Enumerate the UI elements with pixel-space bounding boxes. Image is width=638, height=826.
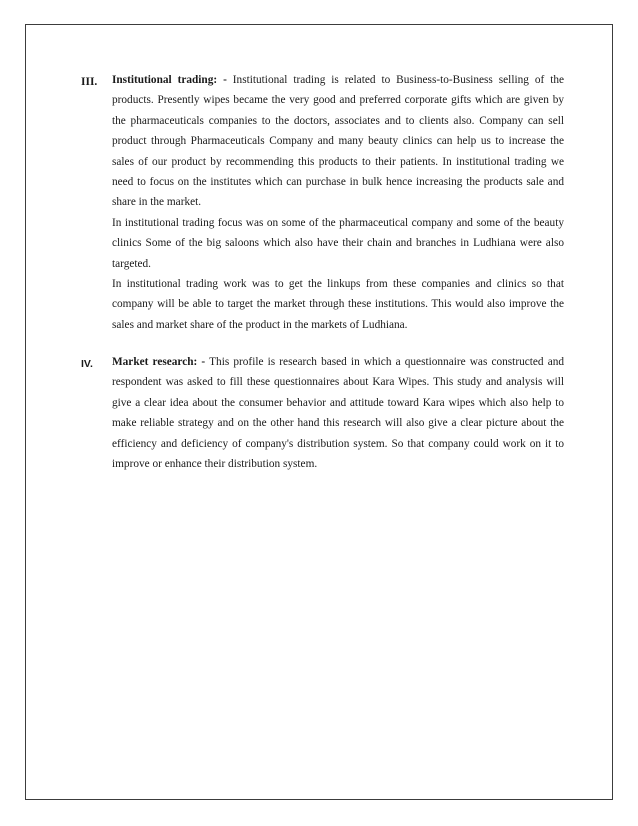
- section-numeral: III.: [81, 76, 98, 88]
- paragraph: [112, 70, 564, 213]
- paragraph: [112, 352, 564, 474]
- paragraph: In institutional trading work was to get the linkups from these companies and clinics so that company will be able to target the market through these institutions. This would also improve the sales and market share of the product in the markets of Ludhiana.: [112, 278, 564, 331]
- section-market-research: [112, 352, 564, 474]
- section-heading: Market research: -: [112, 356, 206, 368]
- paragraph-text: Institutional trading is related to Business-to-Business selling of the products. Presently wipes became the very good and preferred corporate gifts which are given by the pharmaceuticals companies to the doctors, associates and to clients also. Company can sell product through Pharmaceuticals Company and many beauty clinics can help us to increase the sales of our product by recommending this products to their patients. In institutional trading we need to focus on the institutes which can purchase in bulk hence increasing the products sale and share in the market.: [112, 74, 564, 209]
- section-institutional-trading: [112, 70, 564, 335]
- section-heading: Institutional trading: -: [112, 74, 227, 86]
- paragraph: In institutional trading focus was on some of the pharmaceutical company and some of the beauty clinics Some of the big saloons which also have their chain and branches in Ludhiana were also targeted.: [112, 216, 564, 270]
- section-numeral: IV.: [81, 358, 93, 370]
- paragraph-text: This profile is research based in which a questionnaire was constructed and respondent was asked to fill these questionnaires about Kara Wipes. This study and analysis will give a clear idea about the consumer behavior and attitude toward Kara wipes which also help to make reliable strategy and on the other hand this research will also give a clear picture about the efficiency and deficiency of company's distribution system. So that company could work on it to improve or enhance their distribution system.: [112, 356, 565, 471]
